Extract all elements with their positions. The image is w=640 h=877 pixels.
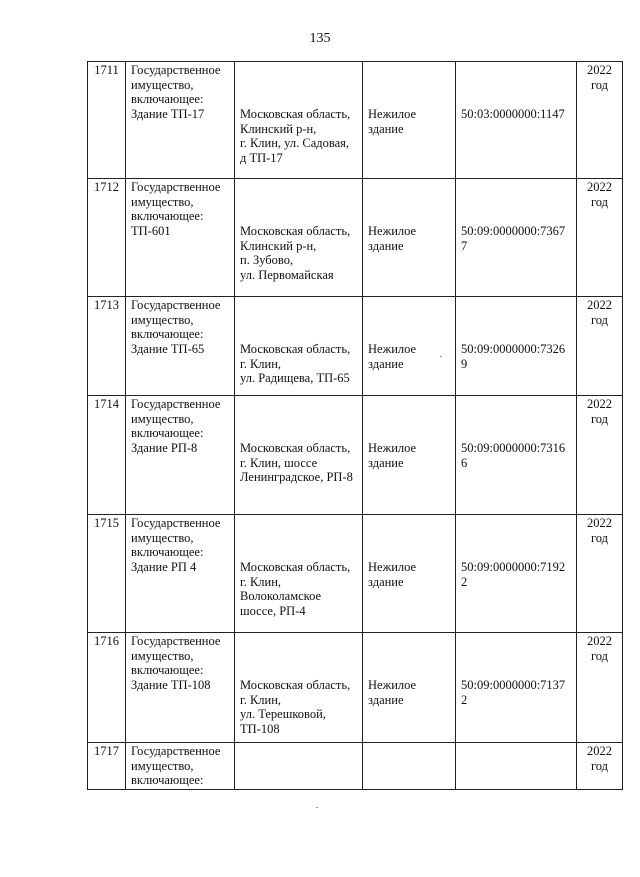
- object-name-cell: [126, 297, 235, 396]
- object-name-cell: [126, 743, 235, 790]
- row-spacer: [461, 397, 571, 441]
- object-name-cell: [126, 396, 235, 515]
- group-heading: Государственное имущество, включающее:: [131, 63, 221, 106]
- row-spacer: [461, 634, 571, 678]
- year-cell: [577, 515, 623, 633]
- object-address: Московская область, г. Клин, Волоколамское шоссе, РП-4: [240, 560, 351, 618]
- year: 2022 год: [587, 180, 612, 209]
- row-spacer: [461, 298, 571, 342]
- address-cell: [235, 515, 363, 633]
- row-number: 1714: [94, 397, 119, 411]
- object-type-cell: [363, 62, 456, 179]
- cadastral-number-cell: [456, 515, 577, 633]
- row-number: 1711: [94, 63, 119, 77]
- year: 2022 год: [587, 298, 612, 327]
- row-spacer: [240, 180, 357, 224]
- property-registry-table: [87, 61, 623, 790]
- row-number: 1715: [94, 516, 119, 530]
- cadastral-number: 50:09:0000000:7192 2: [461, 560, 566, 589]
- cadastral-number-cell: [456, 179, 577, 297]
- table-row: [88, 179, 623, 297]
- row-number-cell: [88, 633, 126, 743]
- cadastral-number: 50:03:0000000:1147: [461, 107, 565, 121]
- object-type: Нежилое здание: [368, 342, 417, 371]
- table-row: [88, 396, 623, 515]
- cadastral-number: 50:09:0000000:7316 6: [461, 441, 566, 470]
- cadastral-number-cell: [456, 297, 577, 396]
- year: 2022 год: [587, 634, 612, 663]
- address-cell: [235, 743, 363, 790]
- object-type-cell: [363, 396, 456, 515]
- row-spacer: [461, 516, 571, 560]
- year-cell: [577, 396, 623, 515]
- object-name: ТП-601: [131, 224, 171, 238]
- address-cell: [235, 633, 363, 743]
- row-spacer: [368, 180, 450, 224]
- object-type-cell: [363, 297, 456, 396]
- year-cell: [577, 743, 623, 790]
- row-number: 1716: [94, 634, 119, 648]
- row-spacer: [240, 397, 357, 441]
- scan-speck: [440, 356, 442, 357]
- year: 2022 год: [587, 516, 612, 545]
- table-row: [88, 297, 623, 396]
- object-name-cell: [126, 515, 235, 633]
- object-name: Здание РП 4: [131, 560, 197, 574]
- year-cell: [577, 633, 623, 743]
- row-number-cell: [88, 396, 126, 515]
- object-name-cell: [126, 179, 235, 297]
- object-type-cell: [363, 179, 456, 297]
- row-number: 1717: [94, 744, 119, 758]
- row-spacer: [368, 634, 450, 678]
- group-heading: Государственное имущество, включающее:: [131, 634, 221, 677]
- cadastral-number: 50:09:0000000:7326 9: [461, 342, 566, 371]
- table-row: [88, 515, 623, 633]
- row-spacer: [240, 63, 357, 107]
- object-type: Нежилое здание: [368, 224, 417, 253]
- row-spacer: [461, 180, 571, 224]
- registry-body: [88, 62, 623, 790]
- row-number: 1712: [94, 180, 119, 194]
- object-name-cell: [126, 62, 235, 179]
- row-number-cell: [88, 297, 126, 396]
- object-type: Нежилое здание: [368, 678, 417, 707]
- address-cell: [235, 179, 363, 297]
- object-type-cell: [363, 633, 456, 743]
- row-number-cell: [88, 179, 126, 297]
- row-spacer: [240, 298, 357, 342]
- object-type: Нежилое здание: [368, 107, 417, 136]
- cadastral-number-cell: [456, 633, 577, 743]
- cadastral-number-cell: [456, 396, 577, 515]
- object-name: Здание ТП-108: [131, 678, 211, 692]
- page-number: 135: [309, 31, 331, 46]
- table-row: [88, 743, 623, 790]
- year: 2022 год: [587, 397, 612, 426]
- cadastral-number: 50:09:0000000:7367 7: [461, 224, 566, 253]
- row-spacer: [368, 298, 450, 342]
- object-name: Здание ТП-65: [131, 342, 205, 356]
- year-cell: [577, 62, 623, 179]
- address-cell: [235, 396, 363, 515]
- object-address: Московская область, г. Клин, ул. Терешковой, ТП-108: [240, 678, 351, 736]
- object-address: Московская область, г. Клин, шоссе Ленинградское, РП-8: [240, 441, 353, 484]
- object-name: Здание ТП-17: [131, 107, 205, 121]
- row-number-cell: [88, 515, 126, 633]
- address-cell: [235, 297, 363, 396]
- cadastral-number-cell: [456, 743, 577, 790]
- table-row: [88, 62, 623, 179]
- year: 2022 год: [587, 744, 612, 773]
- object-address: Московская область, Клинский р-н, г. Клин, ул. Садовая, д ТП-17: [240, 107, 351, 165]
- cadastral-number: 50:09:0000000:7137 2: [461, 678, 566, 707]
- row-spacer: [368, 516, 450, 560]
- cadastral-number-cell: [456, 62, 577, 179]
- address-cell: [235, 62, 363, 179]
- year-cell: [577, 297, 623, 396]
- row-spacer: [240, 516, 357, 560]
- object-address: Московская область, г. Клин, ул. Радищева, ТП-65: [240, 342, 351, 385]
- object-type-cell: [363, 743, 456, 790]
- object-type: Нежилое здание: [368, 441, 417, 470]
- object-name-cell: [126, 633, 235, 743]
- group-heading: Государственное имущество, включающее:: [131, 298, 221, 341]
- row-number: 1713: [94, 298, 119, 312]
- object-type-cell: [363, 515, 456, 633]
- scan-speck: [316, 807, 318, 808]
- group-heading: Государственное имущество, включающее:: [131, 516, 221, 559]
- object-address: Московская область, Клинский р-н, п. Зубово, ул. Первомайская: [240, 224, 351, 282]
- year: 2022 год: [587, 63, 612, 92]
- object-type: Нежилое здание: [368, 560, 417, 589]
- row-spacer: [240, 634, 357, 678]
- group-heading: Государственное имущество, включающее:: [131, 397, 221, 440]
- group-heading: Государственное имущество, включающее:: [131, 180, 221, 223]
- year-cell: [577, 179, 623, 297]
- row-spacer: [368, 397, 450, 441]
- row-number-cell: [88, 62, 126, 179]
- row-spacer: [368, 63, 450, 107]
- row-spacer: [461, 63, 571, 107]
- group-heading: Государственное имущество, включающее:: [131, 744, 221, 787]
- row-number-cell: [88, 743, 126, 790]
- table-row: [88, 633, 623, 743]
- object-name: Здание РП-8: [131, 441, 198, 455]
